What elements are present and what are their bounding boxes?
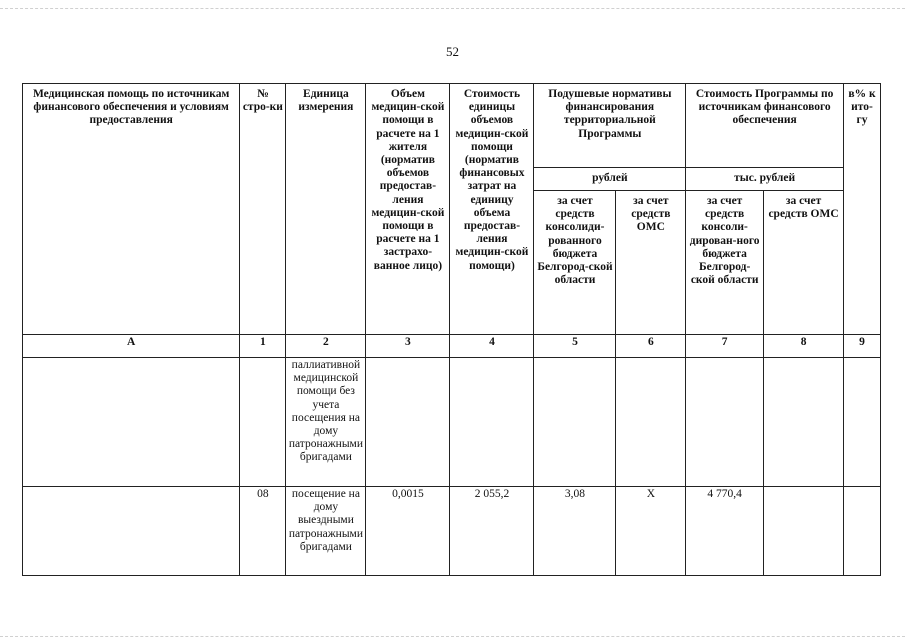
cell-oms-cost <box>764 487 844 576</box>
header-regional-budget-cost: за счет средств консоли-дирован-ного бюджета Белгород-ской области <box>686 191 764 335</box>
header-oms-per-capita: за счет средств ОМС <box>616 191 686 335</box>
cell-care-type <box>23 358 240 487</box>
header-rubles: рублей <box>534 168 686 191</box>
table-row <box>23 358 881 487</box>
header-volume: Объем медицин-ской помощи в расчете на 1 жителя (норматив объемов предостав-ления медицин-ской помощи в расчете на 1 застрахо-ванное лицо) <box>366 84 450 335</box>
cell-volume <box>366 358 450 487</box>
cell-percent <box>844 358 881 487</box>
page-number: 52 <box>446 44 459 59</box>
col-num: 3 <box>366 335 450 358</box>
scan-edge-bottom <box>0 636 905 638</box>
cell-oms-per-capita <box>616 358 686 487</box>
cell-budget-cost: 4 770,4 <box>686 487 764 576</box>
header-percent: в% к ито-гу <box>844 84 881 335</box>
column-numbers-row <box>23 335 881 358</box>
cell-unit: паллиативной медицинской помощи без учета посещения на дому патронажными бригадами <box>286 358 366 487</box>
col-num: 6 <box>616 335 686 358</box>
cell-volume: 0,0015 <box>366 487 450 576</box>
header-unit-cost: Стоимость единицы объемов медицин-ской помощи (норматив финансовых затрат на единицу объема предостав-ления медицин-ской помощи) <box>450 84 534 335</box>
cell-percent <box>844 487 881 576</box>
cell-unit-cost: 2 055,2 <box>450 487 534 576</box>
cell-unit: посещение на дому выездными патронажными бригадами <box>286 487 366 576</box>
header-regional-budget-per-capita: за счет средств консолиди-рованного бюджета Белгород-ской области <box>534 191 616 335</box>
cell-budget-cost <box>686 358 764 487</box>
header-care-type: Медицинская помощь по источникам финансового обеспечения и условиям предоставления <box>23 84 240 335</box>
header-oms-cost: за счет средств ОМС <box>764 191 844 335</box>
scan-edge-top <box>0 8 905 10</box>
cell-oms-cost <box>764 358 844 487</box>
header-line-number: № стро-ки <box>240 84 286 335</box>
header-per-capita: Подушевые нормативы финансирования территориальной Программы <box>534 84 686 168</box>
cell-budget-per-capita <box>534 358 616 487</box>
col-num: 8 <box>764 335 844 358</box>
col-num: 1 <box>240 335 286 358</box>
cell-care-type <box>23 487 240 576</box>
col-num: 5 <box>534 335 616 358</box>
header-unit: Единица измерения <box>286 84 366 335</box>
cell-unit-cost <box>450 358 534 487</box>
col-num: 2 <box>286 335 366 358</box>
header-program-cost: Стоимость Программы по источникам финансового обеспечения <box>686 84 844 168</box>
cell-oms-per-capita: Х <box>616 487 686 576</box>
cell-budget-per-capita: 3,08 <box>534 487 616 576</box>
col-num: 9 <box>844 335 881 358</box>
col-num: А <box>23 335 240 358</box>
cell-line-number: 08 <box>240 487 286 576</box>
header-thousand-rubles: тыс. рублей <box>686 168 844 191</box>
cell-line-number <box>240 358 286 487</box>
col-num: 7 <box>686 335 764 358</box>
table-row <box>23 487 881 576</box>
header-row-1 <box>23 84 881 168</box>
financing-table <box>22 83 881 576</box>
col-num: 4 <box>450 335 534 358</box>
